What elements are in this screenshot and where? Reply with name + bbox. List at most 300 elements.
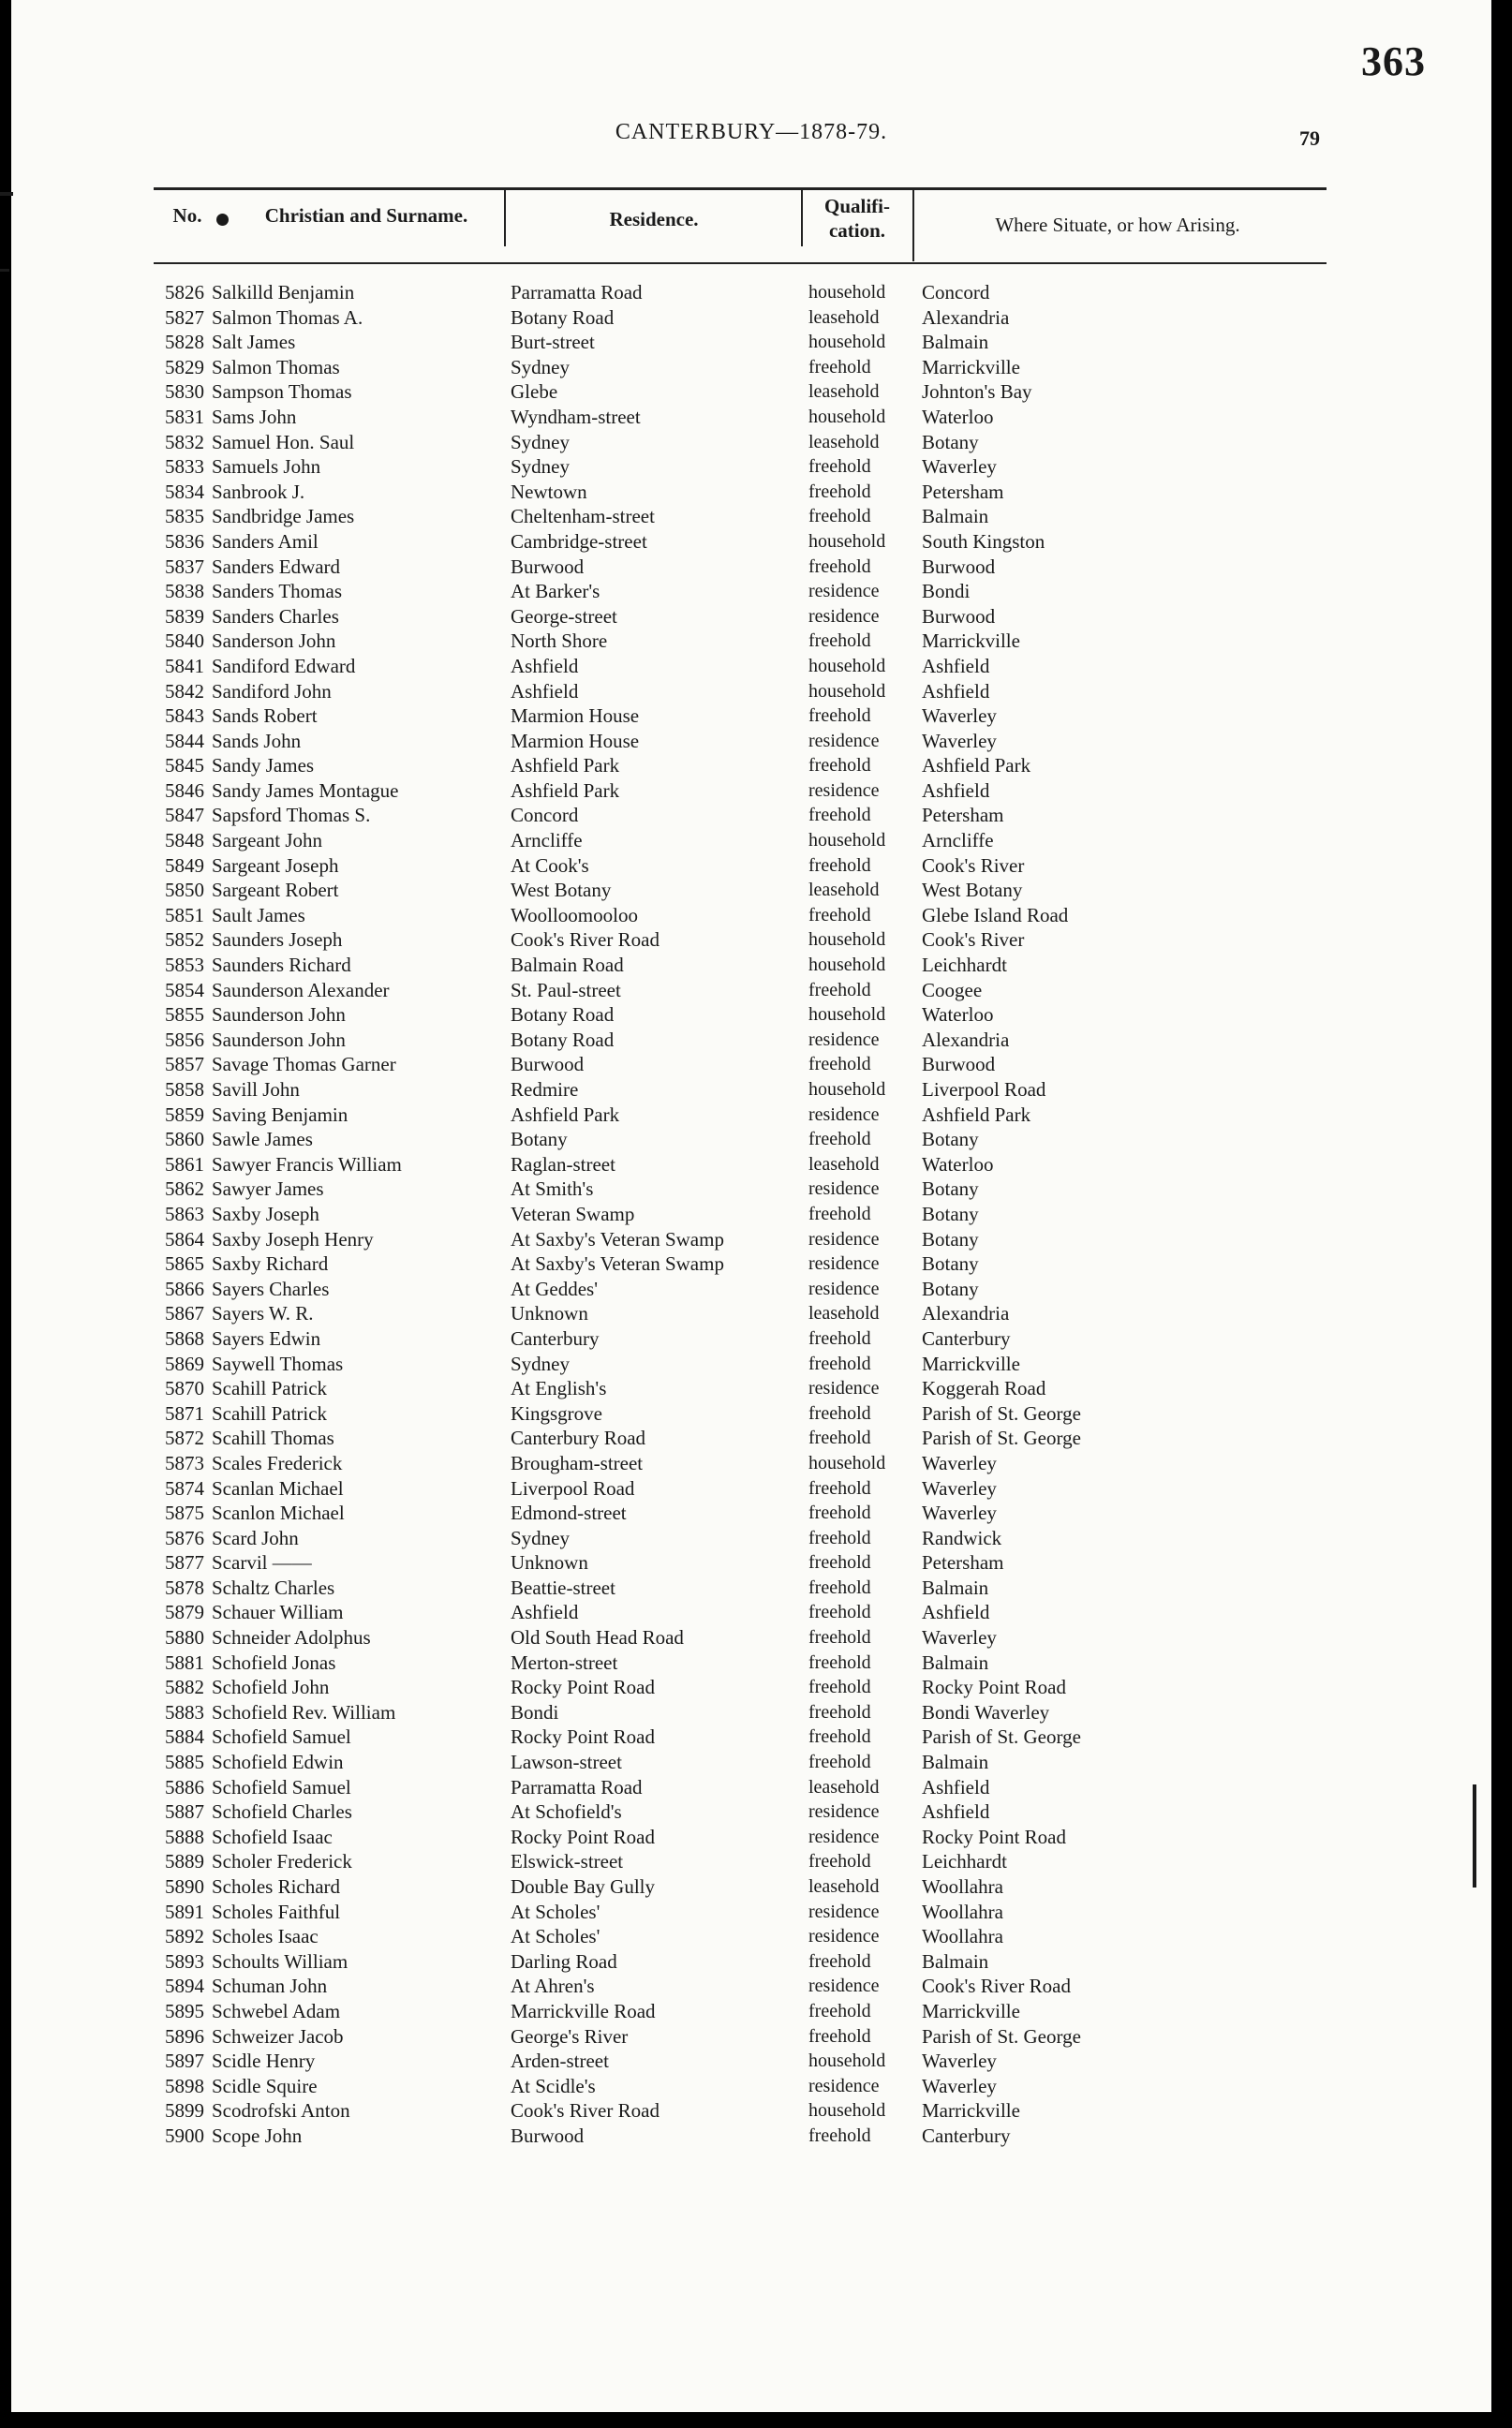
where-situate: Ashfield xyxy=(922,654,990,677)
table-row xyxy=(11,1750,1491,1775)
table-row xyxy=(11,729,1491,754)
table-row xyxy=(11,604,1491,629)
elector-name: Scidle Henry xyxy=(212,2050,316,2073)
elector-name: Saunderson John xyxy=(212,1003,346,1027)
entry-number: 5852 xyxy=(165,928,204,952)
table-row xyxy=(11,1501,1491,1526)
entry-number: 5876 xyxy=(165,1526,204,1549)
residence: Burt-street xyxy=(511,331,595,354)
entry-number: 5860 xyxy=(165,1128,204,1151)
entry-number: 5877 xyxy=(165,1551,204,1575)
table-row xyxy=(11,1277,1491,1302)
where-situate: Canterbury xyxy=(922,1326,1011,1350)
residence: Old South Head Road xyxy=(511,1626,684,1650)
qualification: freehold xyxy=(808,1627,871,1649)
entry-number: 5838 xyxy=(165,580,204,603)
page-number: 79 xyxy=(1299,126,1320,150)
elector-name: Sayers Charles xyxy=(212,1277,330,1300)
elector-name: Schauer William xyxy=(212,1601,344,1624)
elector-name: Saunders Joseph xyxy=(212,928,343,952)
where-situate: Marrickville xyxy=(922,355,1020,378)
where-situate: Ashfield Park xyxy=(922,1103,1031,1126)
elector-name: Sayers Edwin xyxy=(212,1326,321,1350)
qualification: residence xyxy=(808,1378,880,1399)
residence: Rocky Point Road xyxy=(511,1825,656,1848)
residence: Marmion House xyxy=(511,729,640,752)
residence: Edmond-street xyxy=(511,1502,627,1525)
where-situate: Botany xyxy=(922,1177,979,1201)
qualification: residence xyxy=(808,605,880,627)
qualification: residence xyxy=(808,1228,880,1250)
where-situate: Ashfield Park xyxy=(922,754,1031,777)
entry-number: 5892 xyxy=(165,1925,204,1948)
table-row xyxy=(11,305,1491,331)
table-row xyxy=(11,1849,1491,1874)
where-situate: Liverpool Road xyxy=(922,1078,1046,1101)
where-situate: Botany xyxy=(922,1202,979,1225)
residence: Merton-street xyxy=(511,1651,618,1674)
entry-number: 5872 xyxy=(165,1427,204,1450)
table-row xyxy=(11,1052,1491,1077)
table-row xyxy=(11,405,1491,430)
entry-number: 5833 xyxy=(165,455,204,479)
table-row xyxy=(11,1675,1491,1700)
entry-number: 5836 xyxy=(165,529,204,553)
residence: At Ahren's xyxy=(511,1975,595,1998)
table-row xyxy=(11,1775,1491,1800)
qualification: leasehold xyxy=(808,431,880,452)
table-row xyxy=(11,1900,1491,1925)
where-situate: Canterbury xyxy=(922,2124,1011,2147)
table-row xyxy=(11,355,1491,380)
elector-name: Schaltz Charles xyxy=(212,1576,335,1599)
column-header-no: No. xyxy=(172,204,202,227)
elector-name: Schofield Isaac xyxy=(212,1825,333,1848)
table-row xyxy=(11,1103,1491,1128)
residence: Unknown xyxy=(511,1551,588,1575)
elector-name: Sandbridge James xyxy=(212,505,355,528)
table-row xyxy=(11,555,1491,580)
where-situate: Marrickville xyxy=(922,1999,1020,2022)
elector-name: Scodrofski Anton xyxy=(212,2099,350,2123)
entry-number: 5862 xyxy=(165,1177,204,1201)
table-row xyxy=(11,1152,1491,1177)
qualification: residence xyxy=(808,1029,880,1050)
residence: At Geddes' xyxy=(511,1277,599,1300)
qualification: household xyxy=(808,282,886,303)
residence: Sydney xyxy=(511,430,570,453)
where-situate: Alexandria xyxy=(922,305,1010,329)
elector-name: Samuel Hon. Saul xyxy=(212,430,355,453)
entry-number: 5869 xyxy=(165,1352,204,1375)
where-situate: Waverley xyxy=(922,1626,997,1650)
table-row xyxy=(11,1177,1491,1202)
entry-number: 5859 xyxy=(165,1103,204,1126)
qualification: leasehold xyxy=(808,306,880,328)
where-situate: Burwood xyxy=(922,1053,996,1076)
where-situate: Balmain xyxy=(922,1576,989,1599)
qualification: household xyxy=(808,929,886,951)
residence: Sydney xyxy=(511,455,570,479)
table-row xyxy=(11,927,1491,953)
table-row xyxy=(11,654,1491,679)
elector-name: Schofield John xyxy=(212,1676,330,1699)
qualification: household xyxy=(808,406,886,427)
elector-name: Saunderson Alexander xyxy=(212,978,390,1001)
qualification: freehold xyxy=(808,1428,871,1449)
entry-number: 5894 xyxy=(165,1975,204,1998)
entry-number: 5878 xyxy=(165,1576,204,1599)
entry-number: 5891 xyxy=(165,1900,204,1923)
column-header-name: Christian and Surname. xyxy=(264,204,468,227)
residence: Rocky Point Road xyxy=(511,1676,656,1699)
where-situate: Arncliffe xyxy=(922,829,994,852)
table-row xyxy=(11,579,1491,604)
residence: Brougham-street xyxy=(511,1451,644,1474)
qualification: freehold xyxy=(808,630,871,652)
margin-mark xyxy=(0,269,9,272)
residence: Canterbury Road xyxy=(511,1427,646,1450)
elector-name: Schoults William xyxy=(212,1949,348,1973)
qualification: freehold xyxy=(808,1503,871,1524)
where-situate: Marrickville xyxy=(922,1352,1020,1375)
entry-number: 5874 xyxy=(165,1476,204,1500)
table-row xyxy=(11,1600,1491,1625)
where-situate: Parish of St. George xyxy=(922,1427,1081,1450)
column-header-where: Where Situate, or how Arising. xyxy=(995,214,1240,236)
entry-number: 5882 xyxy=(165,1676,204,1699)
entry-number: 5854 xyxy=(165,978,204,1001)
qualification: freehold xyxy=(808,1477,871,1499)
qualification: household xyxy=(808,332,886,353)
qualification: residence xyxy=(808,2075,880,2096)
where-situate: Petersham xyxy=(922,480,1004,503)
where-situate: Glebe Island Road xyxy=(922,903,1069,926)
residence: Sydney xyxy=(511,1526,570,1549)
elector-name: Sargeant Joseph xyxy=(212,853,339,877)
qualification: leasehold xyxy=(808,1153,880,1175)
residence: West Botany xyxy=(511,879,612,902)
qualification: freehold xyxy=(808,1552,871,1574)
qualification: freehold xyxy=(808,1402,871,1424)
qualification: household xyxy=(808,2050,886,2072)
table-row xyxy=(11,1451,1491,1476)
register-page xyxy=(11,0,1491,2412)
entry-number: 5899 xyxy=(165,2099,204,2123)
table-row xyxy=(11,1202,1491,1227)
where-situate: Balmain xyxy=(922,331,989,354)
elector-name: Sargeant Robert xyxy=(212,879,339,902)
residence: Parramatta Road xyxy=(511,281,643,304)
running-head: CANTERBURY—1878-79. xyxy=(615,120,888,144)
residence: At Scidle's xyxy=(511,2074,596,2097)
residence: Unknown xyxy=(511,1302,588,1325)
residence: Concord xyxy=(511,804,579,827)
qualification: freehold xyxy=(808,1726,871,1748)
elector-name: Salmon Thomas xyxy=(212,355,340,378)
elector-name: Sayers W. R. xyxy=(212,1302,314,1325)
residence: Parramatta Road xyxy=(511,1775,643,1799)
elector-name: Scanlon Michael xyxy=(212,1502,345,1525)
table-row xyxy=(11,1974,1491,1999)
qualification: leasehold xyxy=(808,880,880,901)
table-row xyxy=(11,629,1491,654)
where-situate: Alexandria xyxy=(922,1302,1010,1325)
residence: Ashfield Park xyxy=(511,1103,620,1126)
entry-number: 5871 xyxy=(165,1401,204,1425)
margin-mark xyxy=(1473,1784,1476,1888)
elector-name: Schofield Edwin xyxy=(212,1751,344,1774)
folio-number: 363 xyxy=(1361,38,1426,84)
where-situate: Leichhardt xyxy=(922,1850,1007,1873)
entry-number: 5846 xyxy=(165,778,204,802)
qualification: freehold xyxy=(808,904,871,925)
entry-number: 5868 xyxy=(165,1326,204,1350)
elector-list xyxy=(11,280,1491,2149)
where-situate: Botany xyxy=(922,1252,979,1276)
qualification: freehold xyxy=(808,1851,871,1873)
elector-name: Salkilld Benjamin xyxy=(212,281,355,304)
where-situate: Balmain xyxy=(922,1651,989,1674)
entry-number: 5850 xyxy=(165,879,204,902)
table-row xyxy=(11,953,1491,978)
elector-name: Sandy James Montague xyxy=(212,778,399,802)
table-row xyxy=(11,2124,1491,2149)
bullet-icon xyxy=(216,214,229,226)
qualification: freehold xyxy=(808,1129,871,1150)
elector-name: Scales Frederick xyxy=(212,1451,343,1474)
residence: Beattie-street xyxy=(511,1576,615,1599)
qualification: household xyxy=(808,1452,886,1473)
qualification: household xyxy=(808,1004,886,1026)
table-row xyxy=(11,1725,1491,1750)
elector-name: Sanders Charles xyxy=(212,604,339,628)
table-row xyxy=(11,1999,1491,2024)
residence: Botany Road xyxy=(511,1003,615,1027)
table-row xyxy=(11,2074,1491,2099)
table-row xyxy=(11,903,1491,928)
where-situate: South Kingston xyxy=(922,529,1045,553)
elector-name: Sandiford John xyxy=(212,679,332,703)
table-row xyxy=(11,1077,1491,1103)
table-row xyxy=(11,703,1491,729)
residence: Cheltenham-street xyxy=(511,505,655,528)
qualification: household xyxy=(808,2100,886,2122)
column-header-residence: Residence. xyxy=(609,208,699,230)
where-situate: Botany xyxy=(922,1128,979,1151)
elector-name: Sargeant John xyxy=(212,829,323,852)
table-row xyxy=(11,1426,1491,1451)
elector-name: Sands Robert xyxy=(212,704,318,728)
where-situate: Petersham xyxy=(922,1551,1004,1575)
table-row xyxy=(11,504,1491,529)
where-situate: Leichhardt xyxy=(922,954,1007,977)
elector-name: Sanderson John xyxy=(212,629,336,653)
table-row xyxy=(11,529,1491,555)
elector-name: Scope John xyxy=(212,2124,303,2147)
residence: Kingsgrove xyxy=(511,1401,602,1425)
elector-name: Saving Benjamin xyxy=(212,1103,348,1126)
qualification: freehold xyxy=(808,1577,871,1598)
where-situate: Waverley xyxy=(922,2050,997,2073)
residence: At Saxby's Veteran Swamp xyxy=(511,1252,724,1276)
where-situate: Ashfield xyxy=(922,1800,990,1824)
qualification: residence xyxy=(808,1901,880,1922)
qualification: freehold xyxy=(808,755,871,777)
where-situate: Coogee xyxy=(922,978,983,1001)
elector-name: Sanbrook J. xyxy=(212,480,305,503)
residence: Balmain Road xyxy=(511,954,624,977)
elector-name: Samuels John xyxy=(212,455,321,479)
residence: Ashfield xyxy=(511,654,579,677)
where-situate: Cook's River Road xyxy=(922,1975,1071,1998)
qualification: freehold xyxy=(808,854,871,876)
entry-number: 5865 xyxy=(165,1252,204,1276)
where-situate: Woollahra xyxy=(922,1900,1003,1923)
elector-name: Sandy James xyxy=(212,754,315,777)
entry-number: 5893 xyxy=(165,1949,204,1973)
qualification: freehold xyxy=(808,979,871,1000)
qualification: freehold xyxy=(808,1752,871,1773)
elector-name: Schofield Samuel xyxy=(212,1725,351,1749)
residence: Raglan-street xyxy=(511,1152,615,1176)
entry-number: 5841 xyxy=(165,654,204,677)
elector-name: Salt James xyxy=(212,331,296,354)
residence: Burwood xyxy=(511,555,585,578)
table-row xyxy=(11,1874,1491,1900)
table-row xyxy=(11,828,1491,853)
entry-number: 5839 xyxy=(165,604,204,628)
where-situate: Botany xyxy=(922,1227,979,1251)
elector-name: Sawyer James xyxy=(212,1177,324,1201)
table-row xyxy=(11,878,1491,903)
entry-number: 5881 xyxy=(165,1651,204,1674)
entry-number: 5875 xyxy=(165,1502,204,1525)
qualification: household xyxy=(808,1079,886,1100)
residence: Cambridge-street xyxy=(511,529,647,553)
qualification: freehold xyxy=(808,2000,871,2021)
entry-number: 5857 xyxy=(165,1053,204,1076)
entry-number: 5861 xyxy=(165,1152,204,1176)
table-row xyxy=(11,1326,1491,1352)
elector-name: Scholes Richard xyxy=(212,1875,341,1898)
table-row xyxy=(11,430,1491,455)
where-situate: Burwood xyxy=(922,604,996,628)
where-situate: Waverley xyxy=(922,729,997,752)
qualification: household xyxy=(808,955,886,976)
entry-number: 5898 xyxy=(165,2074,204,2097)
table-row xyxy=(11,1576,1491,1601)
table-row xyxy=(11,1949,1491,1975)
qualification: residence xyxy=(808,1801,880,1823)
entry-number: 5844 xyxy=(165,729,204,752)
residence: Redmire xyxy=(511,1078,579,1101)
table-row xyxy=(11,978,1491,1003)
residence: North Shore xyxy=(511,629,608,653)
residence: Sydney xyxy=(511,1352,570,1375)
residence: Botany xyxy=(511,1128,568,1151)
elector-name: Schweizer Jacob xyxy=(212,2024,344,2048)
entry-number: 5847 xyxy=(165,804,204,827)
qualification: residence xyxy=(808,1103,880,1125)
table-row xyxy=(11,1526,1491,1551)
where-situate: Balmain xyxy=(922,1949,989,1973)
where-situate: Waverley xyxy=(922,1502,997,1525)
residence: Arden-street xyxy=(511,2050,609,2073)
elector-name: Scholes Faithful xyxy=(212,1900,341,1923)
where-situate: Ashfield xyxy=(922,1601,990,1624)
where-situate: Koggerah Road xyxy=(922,1377,1046,1400)
header-bottom-rule xyxy=(154,262,1327,264)
qualification: freehold xyxy=(808,2124,871,2146)
table-row xyxy=(11,1127,1491,1152)
entry-number: 5870 xyxy=(165,1377,204,1400)
residence: Marrickville Road xyxy=(511,1999,656,2022)
entry-number: 5837 xyxy=(165,555,204,578)
table-row xyxy=(11,454,1491,480)
where-situate: Marrickville xyxy=(922,629,1020,653)
entry-number: 5842 xyxy=(165,679,204,703)
residence: At Saxby's Veteran Swamp xyxy=(511,1227,724,1251)
entry-number: 5858 xyxy=(165,1078,204,1101)
elector-name: Schofield Jonas xyxy=(212,1651,336,1674)
table-row xyxy=(11,1799,1491,1825)
qualification: freehold xyxy=(808,1651,871,1673)
entry-number: 5863 xyxy=(165,1202,204,1225)
table-row xyxy=(11,1227,1491,1252)
elector-name: Sapsford Thomas S. xyxy=(212,804,371,827)
qualification: residence xyxy=(808,730,880,751)
header-top-rule xyxy=(154,187,1327,190)
table-row xyxy=(11,1625,1491,1651)
residence: Cook's River Road xyxy=(511,928,660,952)
elector-name: Sanders Edward xyxy=(212,555,341,578)
where-situate: Randwick xyxy=(922,1526,1002,1549)
elector-name: Scahill Patrick xyxy=(212,1377,328,1400)
entry-number: 5897 xyxy=(165,2050,204,2073)
where-situate: Botany xyxy=(922,1277,979,1300)
where-situate: Marrickville xyxy=(922,2099,1020,2123)
column-divider xyxy=(912,190,914,261)
residence: Rocky Point Road xyxy=(511,1725,656,1749)
elector-name: Sawyer Francis William xyxy=(212,1152,402,1176)
entry-number: 5832 xyxy=(165,430,204,453)
entry-number: 5848 xyxy=(165,829,204,852)
entry-number: 5831 xyxy=(165,405,204,428)
qualification: freehold xyxy=(808,1602,871,1623)
residence: Veteran Swamp xyxy=(511,1202,635,1225)
qualification: leasehold xyxy=(808,1303,880,1325)
table-row xyxy=(11,1476,1491,1502)
table-row xyxy=(11,1352,1491,1377)
column-header-qualification: Qualifi- cation. xyxy=(823,195,890,242)
where-situate: Bondi Waverley xyxy=(922,1700,1050,1724)
elector-name: Saxby Joseph Henry xyxy=(212,1227,374,1251)
residence: Ashfield Park xyxy=(511,754,620,777)
entry-number: 5884 xyxy=(165,1725,204,1749)
residence: Ashfield Park xyxy=(511,778,620,802)
column-divider xyxy=(801,190,803,246)
qualification: residence xyxy=(808,1976,880,1997)
where-situate: Bondi xyxy=(922,580,971,603)
qualification: freehold xyxy=(808,1701,871,1723)
qualification: freehold xyxy=(808,1677,871,1698)
residence: St. Paul-street xyxy=(511,978,621,1001)
where-situate: Ashfield xyxy=(922,1775,990,1799)
table-row xyxy=(11,1825,1491,1850)
entry-number: 5885 xyxy=(165,1751,204,1774)
elector-name: Sams John xyxy=(212,405,297,428)
